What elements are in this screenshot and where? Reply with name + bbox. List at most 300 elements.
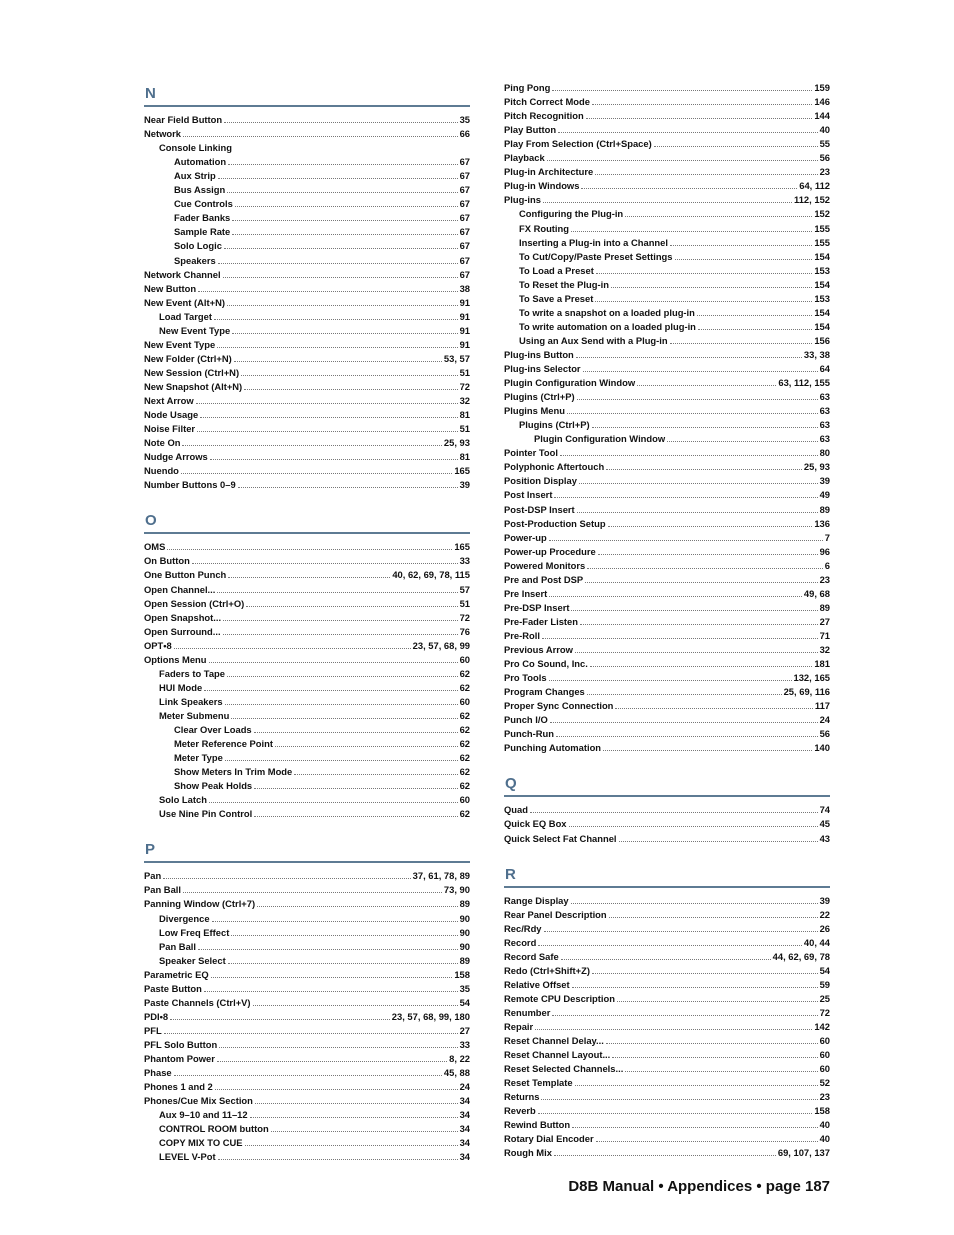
index-entry-term: Program Changes	[504, 686, 585, 698]
index-entry-pages: 34	[459, 1137, 470, 1149]
dot-leader	[212, 913, 458, 922]
dot-leader	[535, 1021, 812, 1030]
index-entry-pages: 8, 22	[449, 1053, 470, 1064]
index-entry	[504, 832, 830, 846]
index-entry-term: Rough Mix	[504, 1147, 552, 1159]
dot-leader	[232, 226, 457, 235]
index-entry-term: Panning Window (Ctrl+7)	[144, 898, 256, 910]
index-entry	[504, 713, 830, 727]
dot-leader	[254, 808, 457, 817]
dot-leader	[183, 128, 458, 137]
dot-leader	[580, 616, 818, 625]
index-entry-pages: 152	[814, 208, 830, 220]
dot-leader	[595, 166, 817, 175]
index-entry-pages: 63, 112, 155	[778, 377, 830, 389]
dot-leader	[609, 909, 818, 918]
index-entry-term: Clear Over Loads	[174, 724, 252, 735]
dot-leader	[670, 335, 813, 344]
index-entry-pages: 67	[459, 268, 470, 280]
index-entry-pages: 45	[819, 818, 830, 830]
index-entry-term: Playback	[504, 152, 545, 164]
index-entry-term: Position Display	[504, 475, 577, 487]
index-entry-pages: 71	[819, 629, 830, 641]
dot-leader	[575, 1077, 818, 1086]
dot-leader	[571, 223, 812, 232]
index-entry-pages: 54	[459, 996, 470, 1008]
index-entry-term: PFL	[144, 1024, 162, 1036]
index-entry-term: Punching Automation	[504, 742, 602, 754]
dot-leader	[183, 884, 442, 893]
index-entry-term: Show Peak Holds	[174, 780, 253, 792]
index-entry-term: Number Buttons 0–9	[144, 479, 236, 491]
dot-leader	[586, 110, 813, 119]
index-entry-pages: 91	[459, 338, 470, 350]
index-entry-term: Pitch Correct Mode	[504, 96, 590, 108]
index-entry-term: To Load a Preset	[519, 264, 594, 276]
index-entry	[519, 418, 830, 432]
index-entry	[159, 141, 470, 155]
index-entry	[504, 390, 830, 404]
index-entry-term: To write a snapshot on a loaded plug-in	[519, 306, 695, 318]
dot-leader	[224, 114, 457, 123]
index-entry	[174, 723, 470, 737]
index-entry-term: FX Routing	[519, 222, 569, 234]
dot-leader	[561, 951, 771, 960]
index-entry-term: Network	[144, 128, 181, 140]
dot-leader	[217, 1053, 447, 1062]
index-entry-pages: 117	[814, 700, 830, 712]
index-entry	[144, 464, 470, 478]
index-entry-term: Reverb	[504, 1105, 536, 1117]
dot-leader	[209, 654, 458, 663]
index-entry	[144, 352, 470, 366]
section-letter-n	[144, 83, 470, 107]
index-entry-pages: 146	[814, 96, 830, 108]
index-entry	[534, 432, 830, 446]
index-entry	[504, 165, 830, 179]
index-entry-term: OMS	[144, 541, 166, 553]
dot-leader	[567, 405, 818, 414]
index-entry-pages: 76	[459, 625, 470, 637]
index-entry-term: Plug-ins Selector	[504, 363, 581, 374]
index-entry	[504, 1020, 830, 1034]
dot-leader	[231, 927, 457, 936]
index-entry	[504, 404, 830, 418]
index-entry-term: Returns	[504, 1091, 540, 1103]
dot-leader	[544, 923, 818, 932]
index-entry-term: Reset Channel Delay...	[504, 1035, 604, 1047]
index-entry	[144, 597, 470, 611]
index-entry-term: Solo Logic	[174, 240, 222, 252]
index-entry-pages: 45, 88	[443, 1067, 470, 1079]
dot-leader	[572, 979, 818, 988]
index-entry-term: Phones 1 and 2	[144, 1081, 213, 1093]
index-entry-term: Aux Strip	[174, 170, 216, 182]
index-entry	[504, 685, 830, 699]
dot-leader	[255, 1095, 458, 1104]
index-entry-term: Quad	[504, 804, 528, 816]
index-entry	[504, 376, 830, 390]
index-entry-term: Plug-in Windows	[504, 180, 580, 192]
page-footer: D8B Manual • Appendices • page 187	[568, 1178, 830, 1195]
index-entry	[504, 1118, 830, 1132]
index-entry-pages: 165	[454, 465, 470, 477]
index-entry	[144, 611, 470, 625]
index-entry-term: Speaker Select	[159, 954, 226, 966]
index-entry-pages: 62	[459, 766, 470, 778]
index-entry	[504, 151, 830, 165]
index-entry	[159, 310, 470, 324]
index-entry-pages: 25	[819, 992, 830, 1004]
section-letter-q	[504, 773, 830, 797]
dot-leader	[228, 156, 457, 165]
dot-leader	[530, 804, 818, 813]
index-entry-term: Plug-ins Button	[504, 348, 574, 360]
index-entry-pages: 34	[459, 1151, 470, 1163]
dot-leader	[619, 833, 818, 842]
index-entry-term: Fader Banks	[174, 212, 231, 224]
index-entry-pages: 155	[814, 222, 830, 234]
index-entry	[504, 643, 830, 657]
index-entry-pages: 62	[459, 709, 470, 721]
dot-leader	[217, 584, 457, 593]
dot-leader	[218, 170, 458, 179]
index-entry	[144, 478, 470, 492]
index-entry-pages: 40, 44	[803, 936, 830, 948]
index-entry-pages: 23	[819, 573, 830, 585]
index-entry-term: New Event Type	[159, 324, 231, 336]
index-entry-pages: 60	[819, 1035, 830, 1047]
index-entry-pages: 40	[819, 1119, 830, 1131]
index-entry	[504, 446, 830, 460]
index-entry	[144, 1010, 470, 1024]
dot-leader	[219, 1039, 457, 1048]
dot-leader	[552, 82, 812, 91]
index-entry-term: Ping Pong	[504, 82, 551, 93]
index-entry-term: Repair	[504, 1021, 534, 1032]
dot-leader	[225, 752, 458, 761]
index-entry	[519, 306, 830, 320]
dot-leader	[196, 395, 458, 404]
index-entry	[144, 422, 470, 436]
index-entry	[504, 123, 830, 137]
dot-leader	[244, 381, 457, 390]
index-entry-pages: 62	[459, 667, 470, 679]
dot-leader	[174, 1067, 442, 1076]
index-entry	[144, 450, 470, 464]
index-entry	[159, 926, 470, 940]
index-entry-pages: 90	[459, 940, 470, 952]
index-entry	[144, 869, 470, 883]
dot-leader	[585, 574, 817, 583]
index-entry-pages: 34	[459, 1123, 470, 1135]
index-entry	[504, 671, 830, 685]
index-entry-term: Cue Controls	[174, 198, 233, 210]
index-entry-term: Reset Template	[504, 1077, 573, 1089]
index-entry	[144, 639, 470, 653]
dot-leader	[596, 265, 813, 274]
index-entry-term: Open Session (Ctrl+O)	[144, 597, 245, 609]
dot-leader	[271, 1123, 458, 1132]
index-entry	[144, 268, 470, 282]
index-entry-pages: 89	[459, 898, 470, 910]
dot-leader	[698, 321, 812, 330]
index-entry	[504, 817, 830, 831]
dot-leader	[225, 696, 458, 705]
index-entry	[504, 573, 830, 587]
index-entry-term: Post-DSP Insert	[504, 503, 575, 515]
index-entry-term: Nudge Arrows	[144, 451, 208, 463]
index-entry	[144, 1066, 470, 1080]
index-entry	[144, 653, 470, 667]
index-entry-term: New Event (Alt+N)	[144, 296, 226, 308]
index-entry-pages: 159	[814, 82, 830, 93]
dot-leader	[227, 668, 458, 677]
index-entry-term: Punch-Run	[504, 728, 554, 740]
index-entry-term: Open Surround...	[144, 625, 221, 637]
index-entry-term: Phantom Power	[144, 1053, 215, 1064]
index-entry-pages: 64, 112	[799, 180, 830, 192]
index-entry-term: Low Freq Effect	[159, 926, 230, 938]
index-entry-pages: 67	[459, 240, 470, 252]
dot-leader	[210, 451, 458, 460]
dot-leader	[697, 307, 812, 316]
dot-leader	[592, 96, 812, 105]
index-entry	[174, 183, 470, 197]
index-entry-term: Pitch Recognition	[504, 110, 584, 122]
index-entry	[504, 978, 830, 992]
index-entry-pages: 154	[814, 250, 830, 262]
index-entry-pages: 53, 57	[443, 352, 470, 364]
dot-leader	[590, 658, 812, 667]
index-entry-term: Plugin Configuration Window	[504, 377, 636, 389]
index-entry-term: Polyphonic Aftertouch	[504, 461, 605, 473]
index-entry	[174, 239, 470, 253]
index-entry-term: Play From Selection (Ctrl+Space)	[504, 138, 652, 150]
index-entry-term: Nuendo	[144, 465, 179, 477]
index-entry-pages: 142	[814, 1021, 830, 1032]
index-entry-pages: 60	[459, 653, 470, 665]
index-entry-term: Aux 9–10 and 11–12	[159, 1109, 248, 1121]
index-entry	[144, 1094, 470, 1108]
index-entry-pages: 39	[459, 479, 470, 491]
index-entry-term: Redo (Ctrl+Shift+Z)	[504, 964, 590, 976]
index-entry	[504, 488, 830, 502]
dot-leader	[254, 724, 458, 733]
index-entry-term: Use Nine Pin Control	[159, 808, 253, 820]
index-entry-pages: 27	[819, 615, 830, 627]
dot-leader	[556, 728, 818, 737]
index-entry-term: Meter Submenu	[159, 709, 230, 721]
index-entry-pages: 56	[819, 728, 830, 740]
index-entry	[519, 207, 830, 221]
index-entry-pages: 24	[819, 714, 830, 726]
index-entry-pages: 140	[814, 742, 830, 754]
index-entry	[159, 1150, 470, 1164]
index-entry-pages: 154	[814, 320, 830, 332]
index-entry-term: Note On	[144, 437, 181, 449]
index-entry-term: Paste Channels (Ctrl+V)	[144, 996, 251, 1008]
index-entry-term: Open Channel...	[144, 583, 216, 595]
index-entry	[504, 964, 830, 978]
index-entry	[504, 348, 830, 362]
index-entry-term: Relative Offset	[504, 978, 570, 990]
dot-leader	[606, 1035, 818, 1044]
index-entry-term: Rear Panel Description	[504, 908, 607, 920]
index-entry-pages: 154	[814, 306, 830, 318]
index-entry	[144, 408, 470, 422]
index-entry-pages: 74	[819, 804, 830, 816]
dot-leader	[603, 742, 812, 751]
dot-leader	[204, 983, 458, 992]
index-entry	[504, 545, 830, 559]
dot-leader	[581, 180, 797, 189]
index-entry-pages: 51	[459, 423, 470, 435]
index-entry-pages: 72	[459, 380, 470, 392]
index-entry-term: New Session (Ctrl+N)	[144, 366, 240, 378]
index-entry-term: Paste Button	[144, 982, 202, 994]
index-entry	[144, 436, 470, 450]
dot-leader	[204, 682, 457, 691]
index-entry	[174, 169, 470, 183]
dot-leader	[214, 311, 458, 320]
index-entry-pages: 91	[459, 296, 470, 308]
index-entry	[144, 1024, 470, 1038]
index-entry-term: Plug-ins	[504, 194, 541, 206]
index-entry-term: Pro Co Sound, Inc.	[504, 658, 588, 670]
index-entry-term: Power-up Procedure	[504, 545, 596, 557]
index-entry	[504, 699, 830, 713]
index-entry-pages: 22	[819, 908, 830, 920]
dot-leader	[552, 1007, 817, 1016]
index-entry-pages: 56	[819, 152, 830, 164]
index-entry-term: COPY MIX TO CUE	[159, 1137, 243, 1149]
index-entry-pages: 67	[459, 156, 470, 168]
dot-leader	[592, 419, 818, 428]
index-entry-term: Post-Production Setup	[504, 517, 606, 529]
index-entry	[504, 950, 830, 964]
dot-leader	[598, 546, 818, 555]
dot-leader	[549, 588, 802, 597]
index-entry-pages: 67	[459, 212, 470, 224]
index-entry-term: On Button	[144, 555, 190, 567]
dot-leader	[224, 240, 458, 249]
index-entry-term: Configuring the Plug-in	[519, 208, 624, 220]
dot-leader	[192, 555, 458, 564]
index-entry-pages: 158	[454, 968, 470, 980]
index-entry	[519, 320, 830, 334]
index-entry	[174, 779, 470, 793]
dot-leader	[181, 465, 452, 474]
section-letter-label: R	[505, 865, 516, 883]
index-entry	[144, 583, 470, 597]
index-entry	[144, 540, 470, 554]
dot-leader	[579, 475, 818, 484]
index-entry	[504, 179, 830, 193]
dot-leader	[577, 391, 818, 400]
index-entry-pages: 89	[459, 954, 470, 966]
dot-leader	[637, 377, 776, 386]
index-entry-pages: 91	[459, 324, 470, 336]
dot-leader	[209, 794, 458, 803]
index-entry-pages: 34	[459, 1109, 470, 1121]
dot-leader	[550, 714, 818, 723]
index-entry-pages: 35	[459, 114, 470, 125]
index-entry-term: To Save a Preset	[519, 292, 594, 304]
index-entry	[504, 803, 830, 817]
index-entry-term: Pre-Roll	[504, 629, 540, 641]
dot-leader	[253, 997, 458, 1006]
index-entry	[504, 531, 830, 545]
index-entry	[144, 282, 470, 296]
index-entry	[504, 587, 830, 601]
index-entry-pages: 63	[819, 405, 830, 417]
index-entry-term: Inserting a Plug-in into a Channel	[519, 236, 668, 248]
index-entry	[519, 250, 830, 264]
dot-leader	[217, 339, 457, 348]
index-entry-term: Options Menu	[144, 653, 207, 665]
index-entry	[144, 982, 470, 996]
dot-leader	[163, 870, 410, 879]
dot-leader	[231, 710, 457, 719]
index-entry	[504, 894, 830, 908]
index-entry-term: New Folder (Ctrl+N)	[144, 352, 232, 364]
index-entry	[174, 737, 470, 751]
index-entry-pages: 155	[814, 236, 830, 248]
index-entry-term: Reset Channel Layout...	[504, 1049, 611, 1061]
index-entry-pages: 49, 68	[803, 587, 830, 599]
dot-leader	[654, 138, 818, 147]
index-entry-term: Console Linking	[159, 142, 232, 154]
dot-leader	[294, 766, 457, 775]
index-entry-term: Rec/Rdy	[504, 922, 542, 934]
index-entry	[504, 1076, 830, 1090]
index-entry	[504, 362, 830, 376]
index-entry-term: Pre-Fader Listen	[504, 615, 578, 627]
dot-leader	[575, 644, 818, 653]
index-entry	[144, 113, 470, 127]
index-entry-pages: 66	[459, 128, 470, 140]
index-entry-pages: 25, 93	[803, 461, 830, 473]
index-entry-term: To Reset the Plug-in	[519, 278, 609, 290]
index-entry	[504, 908, 830, 922]
index-entry-pages: 54	[819, 964, 830, 976]
index-entry-term: Link Speakers	[159, 695, 223, 707]
dot-leader	[200, 409, 457, 418]
dot-leader	[675, 251, 813, 260]
index-entry-term: Plugin Configuration Window	[534, 433, 666, 445]
index-entry	[159, 793, 470, 807]
dot-leader	[223, 612, 457, 621]
index-entry-pages: 158	[814, 1105, 830, 1117]
index-entry-term: Show Meters In Trim Mode	[174, 766, 293, 778]
dot-leader	[587, 686, 782, 695]
index-entry-term: Pointer Tool	[504, 447, 558, 459]
index-entry-pages: 23	[819, 1091, 830, 1103]
section-letter-r	[504, 864, 830, 888]
index-entry-term: Plug-in Architecture	[504, 166, 594, 178]
index-entry-pages: 63	[819, 391, 830, 403]
index-entry	[144, 1052, 470, 1066]
dot-leader	[241, 367, 457, 376]
section-letter-label: N	[145, 85, 156, 102]
dot-leader	[246, 598, 457, 607]
section-letter-p	[144, 839, 470, 863]
index-entry-pages: 34	[459, 1095, 470, 1107]
dot-leader	[164, 1025, 458, 1034]
index-entry-pages: 33	[459, 555, 470, 567]
index-entry-pages: 154	[814, 278, 830, 290]
